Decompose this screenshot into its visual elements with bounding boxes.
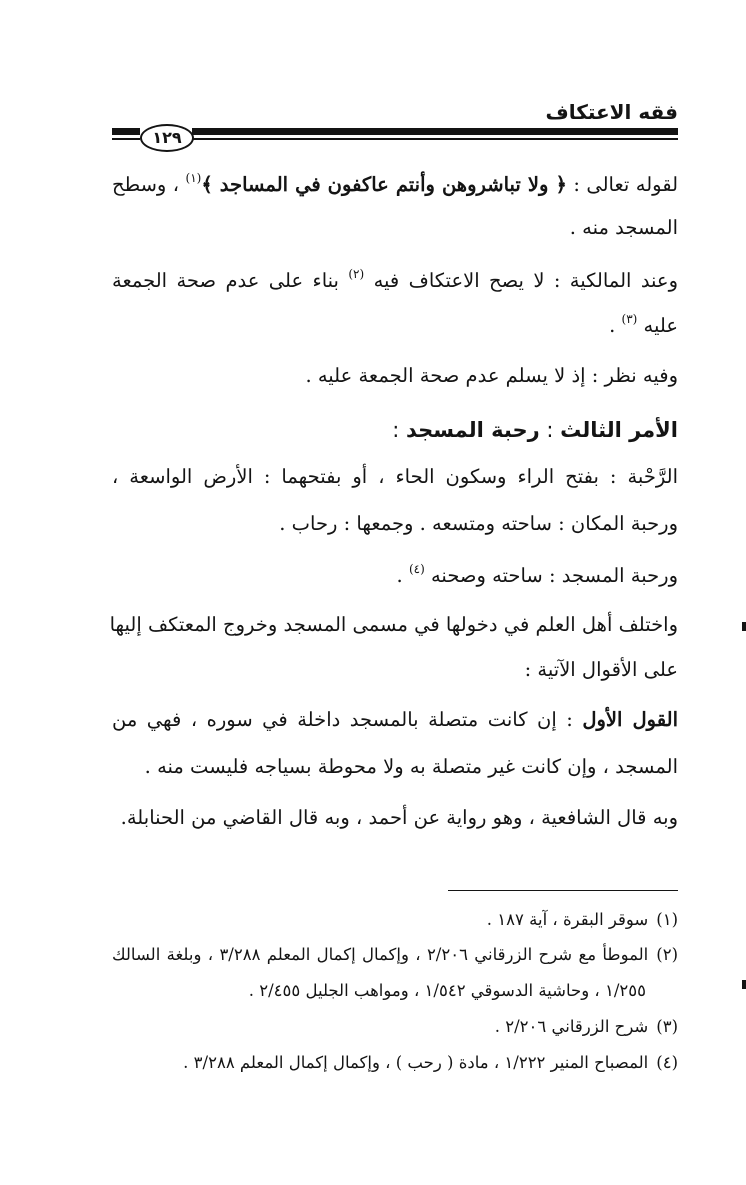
text-run: عليه [637, 314, 678, 337]
opinion-label: القول الأول [582, 708, 678, 731]
paragraph-3: وفيه نظر : إذ لا يسلم عدم صحة الجمعة عليه . [305, 364, 678, 387]
page-edge-mark [742, 980, 746, 989]
header-rule-left-thin [112, 138, 140, 140]
text-run: ، وسطح [112, 173, 186, 196]
paragraph-5 [397, 563, 678, 586]
heading-end: : [392, 418, 407, 442]
footnote-ref-2[interactable]: (٢) [348, 267, 365, 281]
footnote-ref-3[interactable]: (٣) [621, 312, 638, 326]
text-run: . [609, 314, 622, 337]
text-run: ورحبة المسجد : ساحته وصحنه [424, 564, 678, 587]
paragraph-7-line-2: المسجد ، وإن كانت غير متصلة به ولا محوطة بسياجه فليست منه . [144, 755, 678, 778]
quran-quote: ﴿ ولا تباشروهن وأنتم عاكفون في المساجد ﴾ [201, 173, 567, 196]
header-rule-thick [192, 128, 678, 135]
paragraph-4-line-2: ورحبة المكان : ساحته ومتسعه . وجمعها : رحاب . [279, 512, 678, 535]
footnote-4 [183, 1055, 678, 1072]
paragraph-7-line-1 [112, 710, 678, 730]
footnote-text: المصباح المنير ١/٢٢٢ ، مادة ( رحب ) ، وإكمال إكمال المعلم ٣/٢٨٨ . [183, 1053, 649, 1072]
page-number: ١٢٩ [152, 128, 182, 147]
heading-topic: رحبة المسجد [406, 418, 540, 442]
header-rule [112, 126, 678, 145]
header-rule-left-thick [112, 128, 140, 135]
paragraph-2-line-2 [609, 313, 678, 336]
header-rule-thin [192, 138, 678, 140]
text-run: . [396, 564, 409, 587]
paragraph-4-line-1: الرَّحْبة : بفتح الراء وسكون الحاء ، أو بفتحهما : الأرض الواسعة ، [112, 465, 678, 488]
heading-separator: : [539, 418, 561, 442]
footnote-2-continuation: ١/٢٥٥ ، وحاشية الدسوقي ١/٥٤٢ ، ومواهب الجليل ٢/٤٥٥ . [248, 981, 646, 1000]
footnote-1 [487, 912, 678, 929]
page-number-badge [140, 124, 194, 152]
paragraph-1-line-2: المسجد منه . [569, 216, 678, 239]
footnote-3 [495, 1019, 678, 1036]
running-header-title: فقه الاعتكاف [545, 100, 678, 124]
footnote-text: شرح الزرقاني ٢/٢٠٦ . [494, 1017, 649, 1036]
page-edge-mark [742, 622, 746, 631]
footnote-number: (١) [656, 910, 678, 929]
footnote-ref-1[interactable]: (١) [185, 171, 202, 185]
text-run: وعند المالكية : لا يصح الاعتكاف فيه [364, 269, 678, 292]
paragraph-2-line-1 [112, 268, 678, 291]
footnote-separator [448, 890, 678, 891]
text-run: : إن كانت متصلة بالمسجد داخلة في سوره ، فهي من [112, 708, 583, 731]
footnote-number: (٤) [656, 1053, 678, 1072]
footnote-text: سوقر البقرة ، آية ١٨٧ . [486, 910, 649, 929]
text-run: بناء على عدم صحة الجمعة [112, 269, 349, 292]
paragraph-6-line-2: على الأقوال الآتية : [524, 658, 678, 681]
heading-label: الأمر الثالث [560, 418, 678, 442]
footnote-number: (٣) [656, 1017, 678, 1036]
footnote-text: الموطأ مع شرح الزرقاني ٢/٢٠٦ ، وإكمال إكمال المعلم ٣/٢٨٨ ، وبلغة السالك [112, 945, 649, 964]
text-run: لقوله تعالى : [566, 173, 679, 196]
footnote-number: (٢) [656, 945, 678, 964]
paragraph-8: وبه قال الشافعية ، وهو رواية عن أحمد ، وبه قال القاضي من الحنابلة. [120, 806, 678, 829]
paragraph-6-line-1: واختلف أهل العلم في دخولها في مسمى المسجد وخروج المعتكف إليها [109, 613, 678, 636]
section-heading [392, 420, 678, 441]
footnote-2 [112, 947, 678, 964]
paragraph-1-line-1 [112, 172, 678, 195]
footnote-ref-4[interactable]: (٤) [408, 562, 425, 576]
